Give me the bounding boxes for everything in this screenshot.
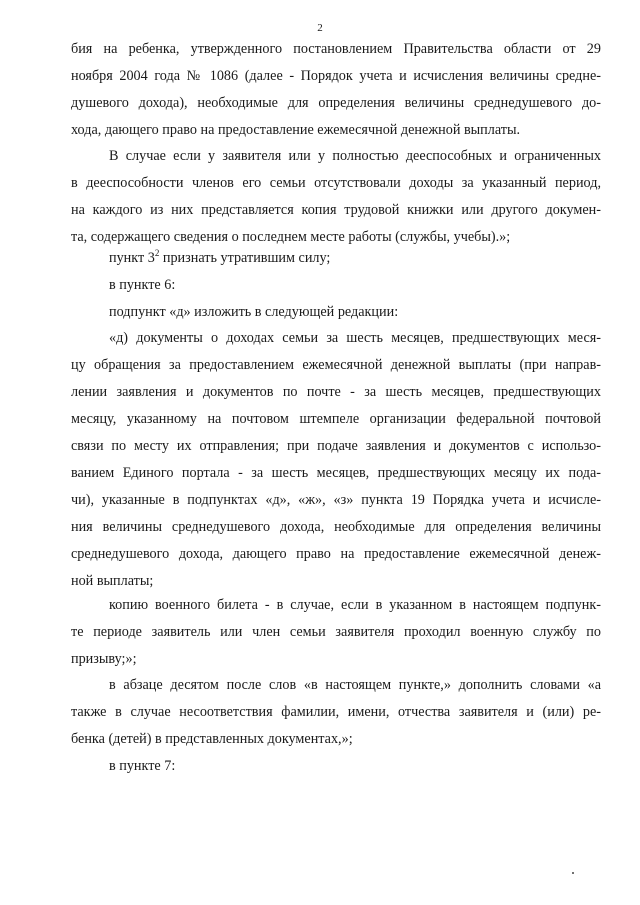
text-line: в пункте 7: <box>109 758 176 774</box>
text-line: ной выплаты; <box>71 573 154 589</box>
text-line: бия на ребенка, утвержденного постановлением Правительства области от 29 <box>71 41 601 57</box>
superscript: 2 <box>154 248 160 258</box>
text-line: в дееспособности членов его семьи отсутствовали доходы за указанный период, <box>71 175 601 191</box>
text-line: душевого дохода), необходимые для определения величины среднедушевого до- <box>71 95 601 111</box>
scan-speck <box>572 872 574 874</box>
paragraph-item-7 <box>109 758 175 775</box>
text-line: ноября 2004 года № 1086 (далее - Порядок учета и исчисления величины средне- <box>71 68 601 84</box>
text-line: месяцу, указанному на почтовом штемпеле организации федеральной почтовой <box>71 411 601 427</box>
text-line: среднедушевого дохода, дающего право на предоставление ежемесячной денеж- <box>71 546 601 562</box>
text-line: связи по месту их отправления; при подаче заявления и документов с использо- <box>71 438 601 454</box>
text-line: хода, дающего право на предоставление ежемесячной денежной выплаты. <box>71 122 521 138</box>
paragraph-documents <box>71 325 601 595</box>
paragraph-military-id <box>71 592 601 673</box>
paragraph-no-income <box>71 143 601 251</box>
text-line: «д) документы о доходах семьи за шесть месяцев, предшествующих меся- <box>109 330 601 346</box>
text-line: признать утратившим силу; <box>159 250 331 266</box>
text-line: также в случае несоответствия фамилии, имени, отчества заявителя и (или) ре- <box>71 704 601 720</box>
paragraph-item-3-2 <box>109 250 330 267</box>
text-line: копию военного билета - в случае, если в указанном в настоящем подпунк- <box>109 597 601 613</box>
text-line: подпункт «д» изложить в следующей редакции: <box>109 304 399 320</box>
text-line: бенка (детей) в представленных документах,»; <box>71 731 353 747</box>
paragraph-tenth-subparagraph <box>71 672 601 753</box>
page-number: 2 <box>317 22 323 34</box>
text-line: ния величины среднедушевого дохода, необходимые для определения величины <box>71 519 601 535</box>
text-line: чи), указанные в подпунктах «д», «ж», «з» пункта 19 Порядка учета и исчисле- <box>71 492 601 508</box>
text-line: пункт 3 <box>109 250 155 266</box>
text-line: ванием Единого портала - за шесть месяцев, предшествующих месяцу их пода- <box>71 465 601 481</box>
text-line: те периоде заявитель или член семьи заявителя проходил военную службу по <box>71 624 601 640</box>
text-line: в пункте 6: <box>109 277 176 293</box>
text-line: та, содержащего сведения о последнем месте работы (службы, учебы).»; <box>71 229 511 245</box>
paragraph-subitem-d <box>109 304 398 321</box>
text-line: в абзаце десятом после слов «в настоящем пункте,» дополнить словами «а <box>109 677 601 693</box>
text-line: цу обращения за предоставлением ежемесячной денежной выплаты (при направ- <box>71 357 601 373</box>
paragraph-continuation <box>71 36 601 144</box>
text-line: В случае если у заявителя или у полностью дееспособных и ограниченных <box>109 148 601 164</box>
text-line: на каждого из них представляется копия трудовой книжки или другого докумен- <box>71 202 601 218</box>
paragraph-item-6 <box>109 277 175 294</box>
text-line: призыву;»; <box>71 651 137 667</box>
text-line: лении заявления и документов по почте - за шесть месяцев, предшествующих <box>71 384 601 400</box>
